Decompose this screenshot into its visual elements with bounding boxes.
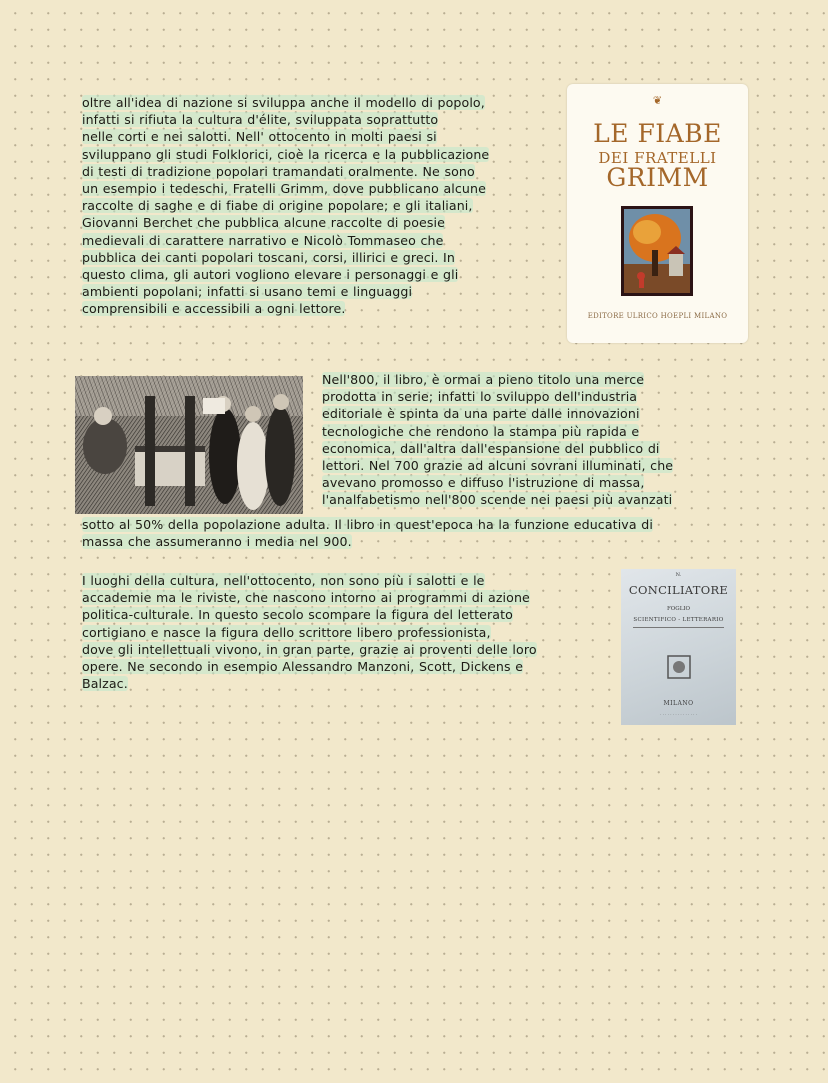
grimm-book-cover-image (567, 84, 748, 343)
text-line: raccolte di saghe e di fiabe di origine popolare; e gli italiani, (82, 198, 473, 214)
text-line: opere. Ne secondo in esempio Alessandro Manzoni, Scott, Dickens e (82, 659, 524, 675)
text-line: massa che assumeranno i media nel 900. (82, 534, 352, 550)
paragraph-folklore (82, 94, 544, 318)
text-line: un esempio i tedeschi, Fratelli Grimm, dove pubblicano alcune (82, 181, 486, 197)
paragraph-book-industry (322, 371, 722, 509)
paragraph-culture-places (82, 572, 592, 692)
text-line: editoriale è spinta da una parte dalle innovazioni (322, 406, 640, 422)
text-line: oltre all'idea di nazione si sviluppa anche il modello di popolo, (82, 95, 485, 110)
text-line: medievali di carattere narrativo e Nicolò Tommaseo che (82, 232, 444, 248)
cover-title-line1: LE FIABE (593, 119, 722, 148)
text-line: lettori. Nel 700 grazie ad alcuni sovrani illuminati, che (322, 458, 674, 474)
text-line: accademie ma le riviste, che nascono intorno ai programmi di azione (82, 590, 530, 606)
text-line: infatti si rifiuta la cultura d'élite, sviluppata soprattutto (82, 112, 439, 128)
il-conciliatore-cover-image (621, 569, 736, 725)
text-line: nelle corti e nei salotti. Nell' ottocento in molti paesi si (82, 129, 437, 145)
text-line: cortigiano e nasce la figura dello scrittore libero professionista, (82, 624, 491, 640)
cover-title-line3: GRIMM (606, 163, 709, 192)
conciliatore-divider (633, 627, 724, 628)
text-line: Giovanni Berchet che pubblica alcune raccolte di poesie (82, 215, 445, 231)
text-line: sviluppano gli studi Folklorici, cioè la ricerca e la pubblicazione (82, 146, 490, 162)
text-line: Nell'800, il libro, è ormai a pieno titolo una merce (322, 372, 645, 387)
text-line: prodotta in serie; infatti lo sviluppo dell'industria (322, 389, 638, 405)
conciliatore-number: N. (675, 572, 682, 578)
cover-publisher: EDITORE ULRICO HOEPLI MILANO (587, 312, 728, 320)
text-line: di testi di tradizione popolari tramandati oralmente. Ne sono (82, 163, 475, 179)
conciliatore-emblem-icon (665, 653, 693, 681)
cover-title-line2: DEI FRATELLI (598, 149, 717, 167)
printing-press-engraving-image (75, 376, 303, 514)
text-line: avevano promosso e diffuso l'istruzione di massa, (322, 475, 645, 491)
text-line: l'analfabetismo nell'800 scende nei paesi più avanzati (322, 492, 673, 508)
text-line: Balzac. (82, 676, 128, 692)
text-line: pubblica dei canti popolari toscani, corsi, illirici e greci. In (82, 249, 455, 265)
conciliatore-subtitle-1: FOGLIO (666, 606, 691, 612)
text-line: dove gli intellettuali vivono, in gran parte, grazie ai proventi delle loro (82, 641, 537, 657)
crest-emblem-icon: ❦ (652, 94, 663, 107)
text-line: I luoghi della cultura, nell'ottocento, non sono più i salotti e le (82, 573, 485, 588)
conciliatore-imprint: . . . . . . . . . . . . . . . (660, 711, 697, 716)
text-line: economica, dall'altra dall'espansione del pubblico di (322, 440, 660, 456)
conciliatore-title: CONCILIATORE (628, 583, 729, 597)
text-line: ambienti popolani; infatti si usano temi e linguaggi (82, 284, 413, 300)
cover-illustration (621, 206, 693, 296)
text-line: questo clima, gli autori vogliono elevare i personaggi e gli (82, 267, 459, 283)
text-line: comprensibili e accessibili a ogni lettore. (82, 301, 346, 317)
text-line: politica-culturale. In questo secolo scompare la figura del letterato (82, 607, 513, 623)
conciliatore-city: MILANO (663, 700, 694, 707)
text-line: tecnologiche che rendono la stampa più rapida e (322, 423, 640, 439)
conciliatore-subtitle-2: SCIENTIFICO - LETTERARIO (633, 617, 724, 623)
text-line: sotto al 50% della popolazione adulta. Il libro in quest'epoca ha la funzione educativa di (82, 517, 653, 532)
paragraph-book-industry-continued (82, 516, 742, 550)
